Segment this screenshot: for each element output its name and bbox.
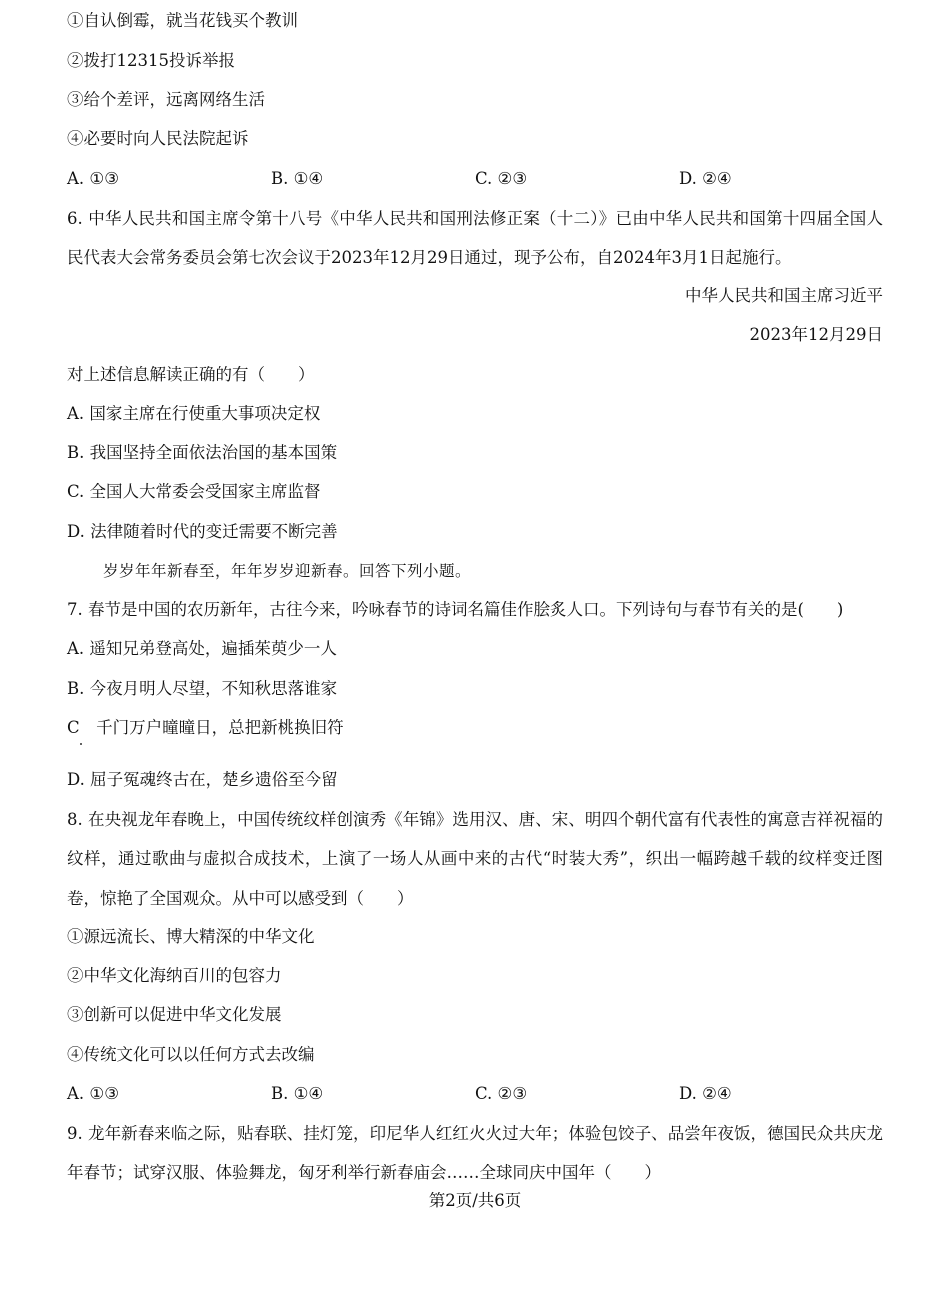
q8-item-2: ②中华文化海纳百川的包容力 [67,966,282,985]
page-footer: 第2页/共6页 [428,1191,522,1210]
q7-stem: 7. 春节是中国的农历新年，古往今来，吟咏春节的诗词名篇佳作脍炙人口。下列诗句与春节有关的是( ) [67,600,844,619]
material-text: 岁岁年年新春至，年年岁岁迎新春。回答下列小题。 [103,562,472,580]
q8-item-3: ③创新可以促进中华文化发展 [67,1005,282,1024]
q8-option-d: D. ②④ [679,1084,732,1103]
stray-dot [80,743,82,745]
q5-item-2: ②拨打12315投诉举报 [67,51,235,70]
q5-item-3: ③给个差评，远离网络生活 [67,90,265,109]
q5-option-c: C. ②③ [475,169,528,188]
q7-option-d: D. 屈子冤魂终古在，楚乡遗俗至今留 [67,770,338,789]
q6-signature: 中华人民共和国主席习近平 [685,286,883,305]
q8-stem: 8. 在央视龙年春晚上，中国传统纹样创演秀《年锦》选用汉、唐、宋、明四个朝代富有代表性的寓意吉祥祝福的纹样，通过歌曲与虚拟合成技术，上演了一场人从画中来的古代“时装大秀”，织出一幅跨越千载的纹样变迁图卷，惊艳了全国观众。从中可以感受到（ ） [67,810,883,908]
q5-item-4: ④必要时向人民法院起诉 [67,129,249,148]
q8-option-b: B. ①④ [271,1084,324,1103]
q8-option-c: C. ②③ [475,1084,528,1103]
q7-option-a: A. 遥知兄弟登高处，遍插茱萸少一人 [67,639,337,658]
q6-question: 对上述信息解读正确的有（ ） [67,365,315,384]
q8-item-1: ①源远流长、博大精深的中华文化 [67,927,315,946]
q6-option-b: B. 我国坚持全面依法治国的基本国策 [67,443,338,462]
q8-item-4: ④传统文化可以以任何方式去改编 [67,1045,315,1064]
q5-item-1: ①自认倒霉，就当花钱买个教训 [67,11,298,30]
q7-option-c: C 千门万户曈曈日，总把新桃换旧符 [67,718,344,737]
q6-option-a: A. 国家主席在行使重大事项决定权 [67,404,321,423]
q6-stem: 6. 中华人民共和国主席令第十八号《中华人民共和国刑法修正案（十二）》已由中华人民共和国第十四届全国人民代表大会常务委员会第七次会议于2023年12月29日通过，现予公布，自2024年3月1日起施行。 [67,209,883,268]
q5-option-b: B. ①④ [271,169,324,188]
q5-option-a: A. ①③ [67,169,119,188]
q6-option-d: D. 法律随着时代的变迁需要不断完善 [67,522,338,541]
q6-date: 2023年12月29日 [749,325,883,344]
q5-option-d: D. ②④ [679,169,732,188]
q8-option-a: A. ①③ [67,1084,119,1103]
q7-option-b: B. 今夜月明人尽望，不知秋思落谁家 [67,679,338,698]
q6-option-c: C. 全国人大常委会受国家主席监督 [67,482,321,501]
q9-stem: 9. 龙年新春来临之际，贴春联、挂灯笼，印尼华人红红火火过大年；体验包饺子、品尝年夜饭，德国民众共庆龙年春节；试穿汉服、体验舞龙，匈牙利举行新春庙会……全球同庆中国年（ ） [67,1124,883,1183]
